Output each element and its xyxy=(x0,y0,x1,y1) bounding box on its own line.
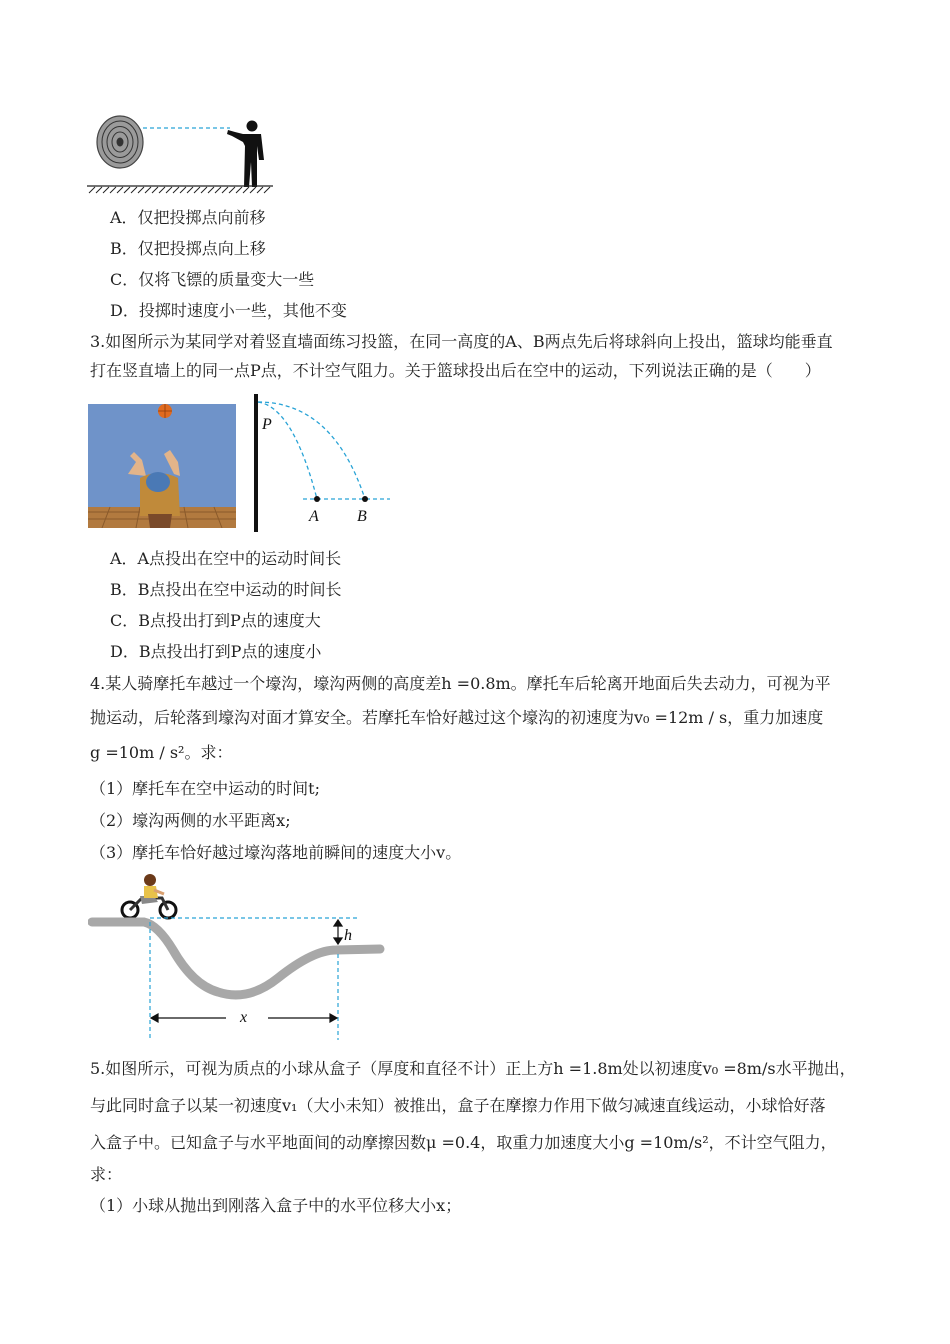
q4-sub-2: （2）壕沟两侧的水平距离x; xyxy=(90,811,291,830)
label-b: B xyxy=(357,508,367,525)
q4-stem-line1: 4.某人骑摩托车越过一个壕沟，壕沟两侧的高度差h =0.8m。摩托车后轮离开地面后失去动力，可视为平 xyxy=(90,674,831,693)
point-b xyxy=(362,496,368,502)
q4-sub-3: （3）摩托车恰好越过壕沟落地前瞬间的速度大小v。 xyxy=(90,843,462,862)
dartboard-icon xyxy=(97,116,143,168)
label-a: A xyxy=(309,508,319,525)
q4-stem-line2: 抛运动，后轮落到壕沟对面才算安全。若摩托车恰好越过这个壕沟的初速度为v₀ =12m / s，重力加速度 xyxy=(90,708,824,727)
q3-stem-line1: 3.如图所示为某同学对着竖直墙面练习投篮，在同一高度的A、B两点先后将球斜向上投出，篮球均能垂直 xyxy=(90,332,833,351)
q5-stem-line3: 入盒子中。已知盒子与水平地面间的动摩擦因数μ =0.4，取重力加速度大小g =10m/s²，不计空气阻力， xyxy=(90,1133,837,1152)
q5-stem-line4: 求： xyxy=(90,1165,123,1184)
ditch-figure xyxy=(88,870,388,1042)
q5-stem-line1: 5.如图所示，可视为质点的小球从盒子（厚度和直径不计）正上方h =1.8m处以初速度v₀ =8m/s水平抛出， xyxy=(90,1059,856,1078)
q3-option-d: D．B点投出打到P点的速度小 xyxy=(110,642,322,661)
trajectory-figure xyxy=(248,392,398,532)
point-a xyxy=(314,496,320,502)
q2-option-a: A．仅把投掷点向前移 xyxy=(110,208,266,227)
label-p: P xyxy=(262,416,272,433)
thrower-silhouette-icon xyxy=(227,121,264,188)
label-x: x xyxy=(240,1009,248,1026)
height-arrow xyxy=(334,920,342,944)
q2-option-c: C．仅将飞镖的质量变大一些 xyxy=(110,270,315,289)
q2-option-b: B．仅把投掷点向上移 xyxy=(110,239,266,258)
label-h: h xyxy=(344,927,352,944)
q3-option-c: C．B点投出打到P点的速度大 xyxy=(110,611,321,630)
q3-stem-line2: 打在竖直墙上的同一点P点，不计空气阻力。关于篮球投出后在空中的运动，下列说法正确的是（ ） xyxy=(90,361,821,380)
q2-option-d: D．投掷时速度小一些，其他不变 xyxy=(110,301,347,320)
ground-hatching xyxy=(89,187,270,193)
motorcycle-icon xyxy=(122,874,176,918)
q3-option-a: A．A点投出在空中的运动时间长 xyxy=(110,549,342,568)
ditch-ground xyxy=(92,922,380,995)
q3-option-b: B．B点投出在空中运动的时间长 xyxy=(110,580,342,599)
q5-sub-1: （1）小球从抛出到刚落入盒子中的水平位移大小x； xyxy=(90,1196,462,1215)
q4-stem-line3: g =10m / s²。求： xyxy=(90,743,233,762)
trajectory-b xyxy=(258,402,365,499)
dart-figure xyxy=(85,112,280,198)
q4-sub-1: （1）摩托车在空中运动的时间t; xyxy=(90,779,321,798)
basketball-player-illustration xyxy=(88,404,236,528)
q5-stem-line2: 与此同时盒子以某一初速度v₁（大小未知）被推出，盒子在摩擦力作用下做匀减速直线运动，小球恰好落 xyxy=(90,1096,826,1115)
